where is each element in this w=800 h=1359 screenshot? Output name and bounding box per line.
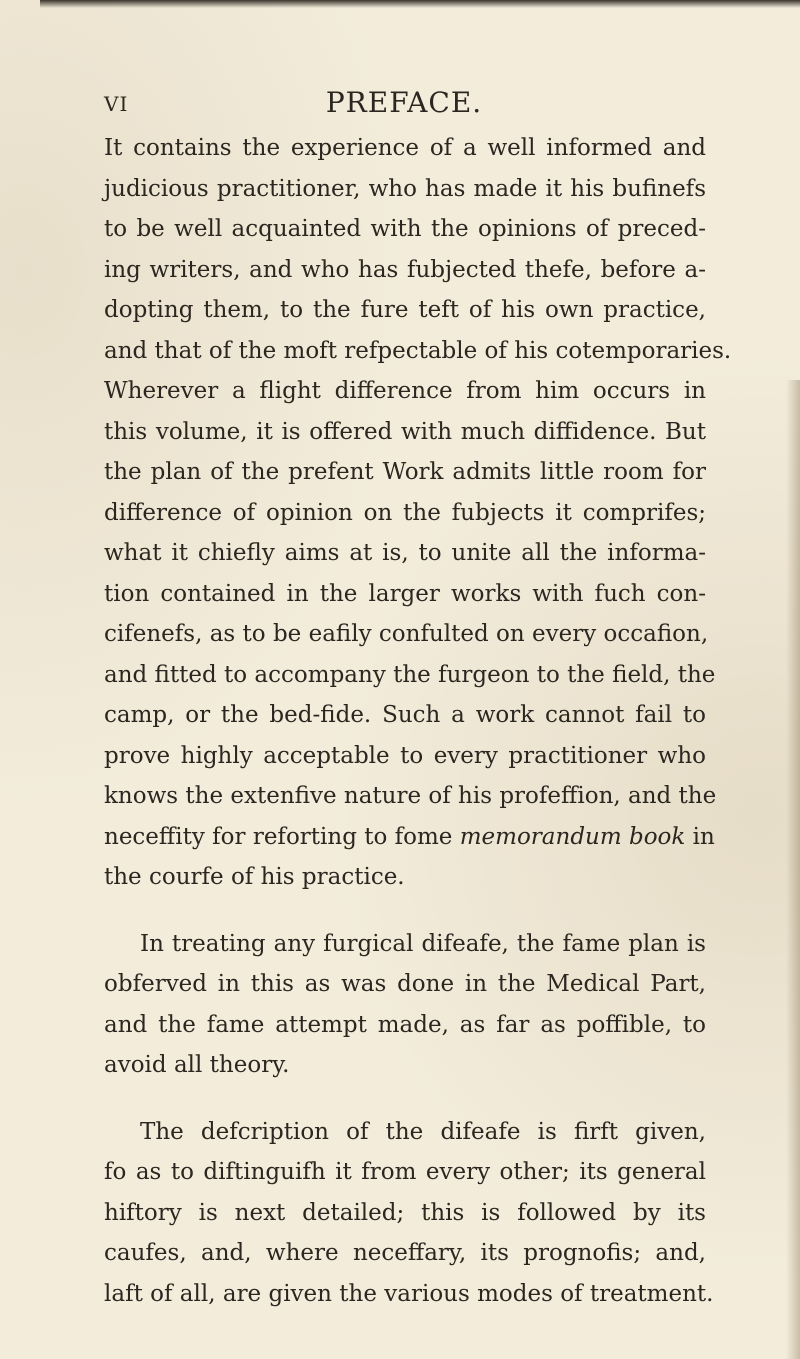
running-head: PREFACE.: [325, 86, 483, 119]
text-line: to be well acquainted with the opinions of preced-: [104, 216, 706, 242]
text-run: in: [685, 823, 715, 850]
paragraph-gap: [104, 898, 706, 924]
text-line: obferved in this as was done in the Medical Part,: [104, 971, 706, 997]
text-run: neceffity for reforting to fome: [104, 823, 460, 850]
page-number: VI: [104, 92, 129, 116]
text-line: judicious practitioner, who has made it his bufinefs: [104, 175, 706, 202]
text-line: difference of opinion on the fubjects it comprifes;: [104, 499, 706, 526]
text-line: cifenefs, as to be eafily confulted on every occafion,: [104, 621, 709, 647]
text-line: what it chiefly aims at is, to unite all the informa-: [104, 540, 706, 566]
text-line: the plan of the prefent Work admits little room for: [104, 459, 706, 485]
text-line: Wherever a flight difference from him occurs in: [104, 378, 706, 404]
text-line: and that of the moft refpectable of his cotemporaries.: [104, 337, 732, 364]
text-line: The defcription of the difeafe is firft given,: [140, 1118, 706, 1145]
text-line: laft of all, are given the various modes of treatment.: [104, 1280, 714, 1307]
text-line: fo as to diftinguifh it from every other; its general: [104, 1159, 706, 1185]
text-line: tion contained in the larger works with fuch con-: [104, 580, 706, 607]
text-line: prove highly acceptable to every practitioner who: [104, 742, 706, 769]
text-line: hiftory is next detailed; this is followed by its: [104, 1199, 706, 1226]
text-line: this volume, it is offered with much diffidence. But: [104, 418, 706, 445]
text-line: the courfe of his practice.: [104, 864, 405, 890]
page-header: [104, 86, 704, 126]
text-line: ing writers, and who has fubjected thefe, before a-: [104, 256, 706, 283]
text-line: and the fame attempt made, as far as poffible, to: [104, 1011, 706, 1038]
text-line-mixed: [104, 817, 715, 858]
text-line: dopting them, to the fure teft of his own practice,: [104, 297, 706, 323]
text-line: It contains the experience of a well informed and: [104, 135, 706, 161]
page-right-shadow: [786, 380, 800, 1359]
text-line: avoid all theory.: [104, 1052, 290, 1078]
text-line: and fitted to accompany the furgeon to the field, the: [104, 661, 716, 688]
text-line: caufes, and, where neceffary, its prognofis; and,: [104, 1240, 706, 1266]
italic-phrase: memorandum book: [459, 823, 686, 850]
text-line: knows the extenfive nature of his profeffion, and the: [104, 783, 717, 809]
text-line: In treating any furgical difeafe, the fame plan is: [140, 930, 706, 957]
text-line: camp, or the bed-fide. Such a work cannot fail to: [104, 702, 706, 728]
paragraph-gap: [104, 1086, 706, 1112]
page-top-shadow: [40, 0, 800, 8]
body-text: [104, 128, 732, 1314]
